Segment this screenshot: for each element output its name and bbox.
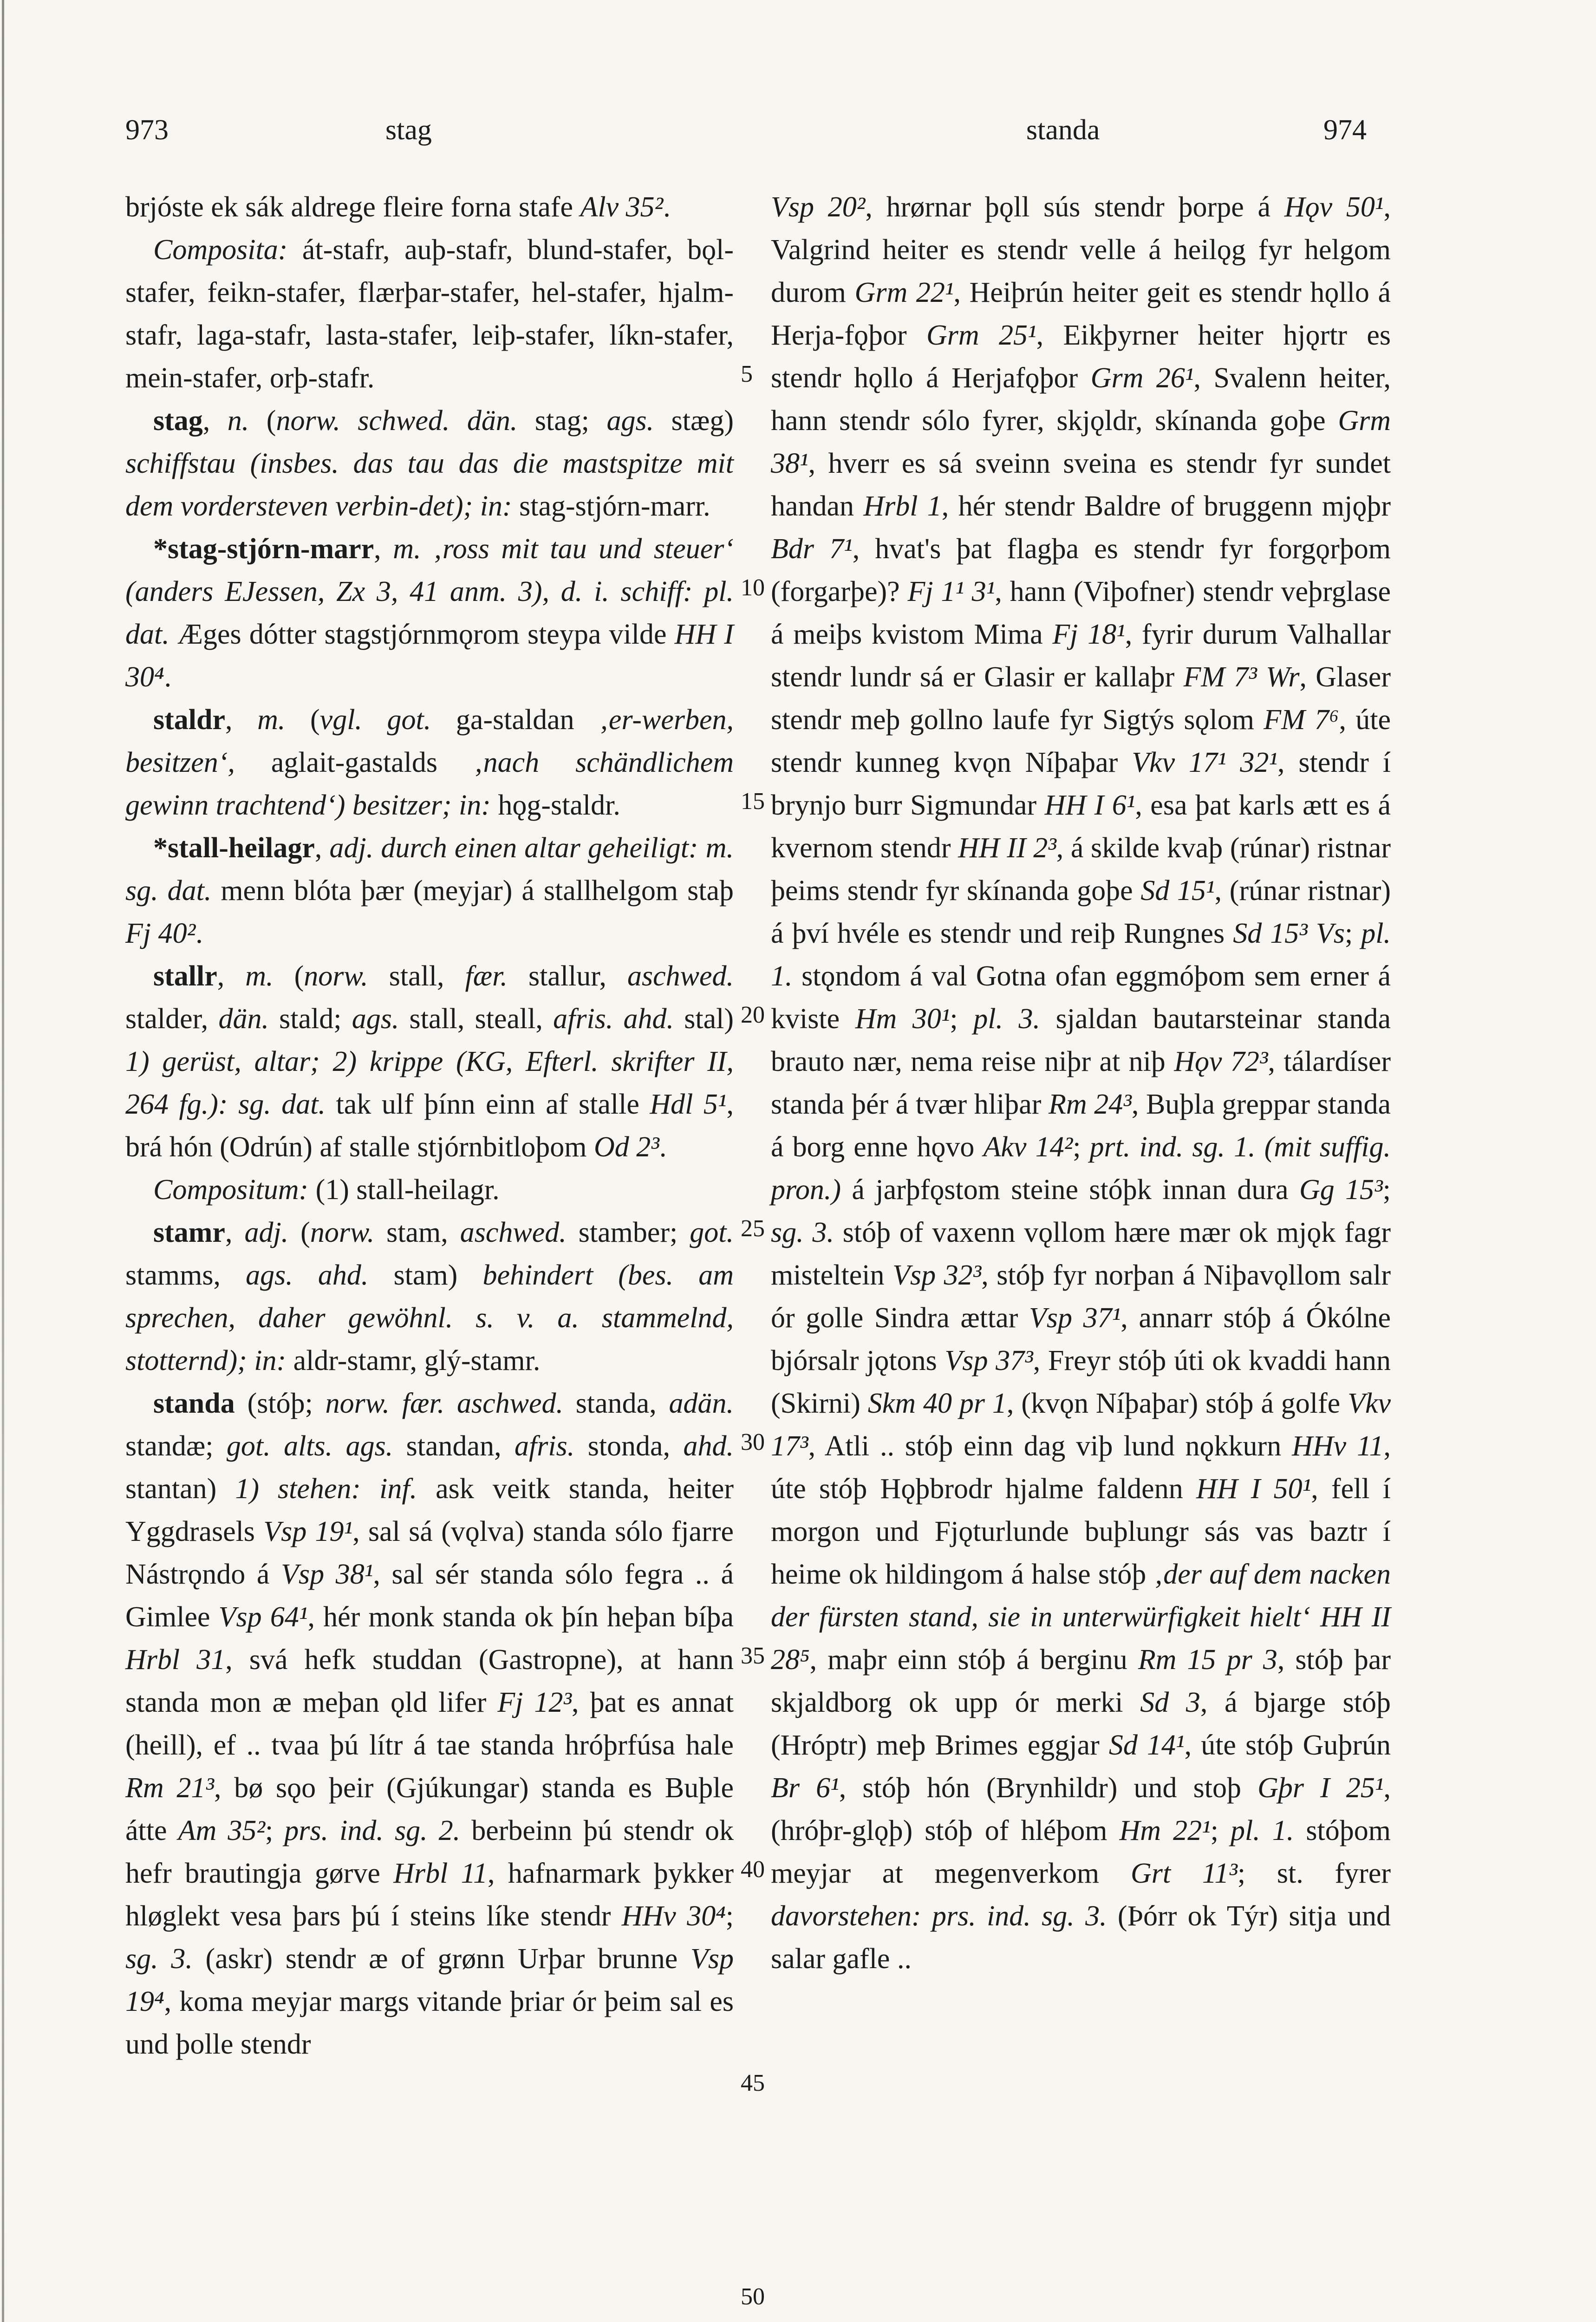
right_column-paragraph: Vsp 20², hrørnar þǫll sús stendr þorpe á Hǫv 50¹, Valgrind heiter es stendr velle á heilǫg fyr helgom durom Grm 22¹, Heiþrún heiter geit es stendr hǫllo á Herja-fǫþor Grm 25¹, Eikþyrner heiter hjǫrtr es stendr hǫllo á Herjafǫþor Grm 26¹, Svalenn heiter, hann stendr sólo fyrer, skjǫldr, skínanda goþe Grm 38¹, hverr es sá sveinn sveina es stendr fyr sundet handan Hrbl 1, hér stendr Baldre of bruggenn mjǫþr Bdr 7¹, hvat's þat flagþa es stendr fyr forgǫrþom (forgarþe)? Fj 1¹ 3¹, hann (Viþofner) stendr veþrglase á meiþs kvistom Mima Fj 18¹, fyrir durum Valhallar stendr lundr sá er Glasir er kallaþr FM 7³ Wr, Glaser stendr meþ gollno laufe fyr Sigtýs sǫlom FM 7⁶, úte stendr kunneg kvǫn Níþaþar Vkv 17¹ 32¹, stendr í brynjo burr Sigmundar HH I 6¹, esa þat karls ætt es á kvernom stendr HH II 2³, á skilde kvaþ (rúnar) ristnar þeims stendr fyr skínanda goþe Sd 15¹, (rúnar ristnar) á því hvéle es stendr und reiþ Rungnes Sd 15³ Vs; pl. 1. stǫndom á val Gotna ofan eggmóþom sem erner á kviste Hm 30¹; pl. 3. sjaldan bautarsteinar standa brauto nær, nema reise niþr at niþ Hǫv 72³, tálardíser standa þér á tvær hliþar Rm 24³, Buþla greppar standa á borg enne hǫvo Akv 14²; prt. ind. sg. 1. (mit suffig. pron.) á jarþfǫstom steine stóþk innan dura Gg 15³; sg. 3. stóþ of vaxenn vǫllom hære mær ok mjǫk fagr misteltein Vsp 32³, stóþ fyr norþan á Niþavǫllom salr ór golle Sindra ættar Vsp 37¹, annarr stóþ á Ókólne bjórsalr jǫtons Vsp 37³, Freyr stóþ úti ok kvaddi hann (Skirni) Skm 40 pr 1, (kvǫn Níþaþar) stóþ á golfe Vkv 17³, Atli .. stóþ einn dag viþ lund nǫkkurn HHv 11, úte stóþ Hǫþbrodr hjalme faldenn HH I 50¹, fell í morgon und Fjǫturlunde buþlungr sás vas baztr í heime ok hildingom á halse stóþ ‚der auf dem nacken der fürsten stand, sie in unterwürfigkeit hielt‘ HH II 28⁵, maþr einn stóþ á berginu Rm 15 pr 3, stóþ þar skjaldborg ok upp ór merki Sd 3, á bjarge stóþ (Hróptr) meþ Brimes eggjar Sd 14¹, úte stóþ Guþrún Br 6¹, stóþ hón (Brynhildr) und stoþ Gþr I 25¹, (hróþr-glǫþ) stóþ of hléþom Hm 22¹; pl. 1. stóþom meyjar at megenverkom Grt 11³; st. fyrer davorstehen: prs. ind. sg. 3. (Þórr ok Týr) sitja und salar gafle .. xyxy=(771,191,1391,1975)
left_column-paragraph: stallr, m. (norw. stall, fær. stallur, aschwed. stalder, dän. stald; ags. stall, steall, afris. ahd. stal) 1) gerüst, altar; 2) krippe (KG, Efterl. skrifter II, 264 fg.): sg. dat. tak ulf þínn einn af stalle Hdl 5¹, brá hón (Odrún) af stalle stjórnbitloþom Od 2³. xyxy=(125,960,734,1163)
line-number: 20 xyxy=(741,1002,765,1028)
page-edge xyxy=(2,0,4,2322)
left_column-paragraph: stag, n. (norw. schwed. dän. stag; ags. stæg) schiffstau (insbes. das tau das die mastspitze mit dem vordersteven verbin-det); in: stag-stjórn-marr. xyxy=(125,405,734,522)
line-number: 40 xyxy=(741,1856,765,1883)
line-number: 15 xyxy=(741,788,765,815)
right-column xyxy=(771,186,1391,1980)
line-number: 35 xyxy=(741,1643,765,1669)
line-number: 50 xyxy=(741,2283,765,2310)
left_column-paragraph: brjóste ek sák aldrege fleire forna stafe Alv 35². xyxy=(125,191,671,223)
line-number: 25 xyxy=(741,1215,765,1242)
left_column-paragraph: *stall-heilagr, adj. durch einen altar geheiligt: m. sg. dat. menn blóta þær (meyjar) á stallhelgom staþ Fj 40². xyxy=(125,832,734,949)
line-number: 10 xyxy=(741,574,765,601)
line-number: 30 xyxy=(741,1429,765,1455)
left_column-paragraph: *stag-stjórn-marr, m. ‚ross mit tau und steuer‘ (anders EJessen, Zx 3, 41 anm. 3), d. i. schiff: pl. dat. Æges dótter stagstjórnmǫrom steypa vilde HH I 30⁴. xyxy=(125,533,734,693)
left_column-paragraph: staldr, m. (vgl. got. ga-staldan ‚er-werben, besitzen‘, aglait-gastalds ‚nach schändlichem gewinn trachtend‘) besitzer; in: hǫg-staldr. xyxy=(125,704,734,821)
left_column-paragraph: Compositum: (1) stall-heilagr. xyxy=(153,1174,500,1206)
line-number: 45 xyxy=(741,2070,765,2096)
page-header xyxy=(0,114,1596,165)
left-catchword: stag xyxy=(385,114,432,146)
left_column-paragraph: stamr, adj. (norw. stam, aschwed. stamber; got. stamms, ags. ahd. stam) behindert (bes. am sprechen, daher gewöhnl. s. v. a. stammelnd, stotternd); in: aldr-stamr, glý-stamr. xyxy=(125,1217,734,1376)
left-page-number: 973 xyxy=(125,114,169,146)
left_column-paragraph: Composita: át-stafr, auþ-stafr, blund-stafer, bǫl-stafer, feikn-stafer, flærþar-stafer, hel-stafer, hjalm-stafr, laga-stafr, lasta-stafer, leiþ-stafer, líkn-stafer, mein-stafer, orþ-stafr. xyxy=(125,234,734,394)
line-number: 5 xyxy=(741,361,753,387)
right-catchword: standa xyxy=(1026,114,1100,146)
left_column-paragraph: standa (stóþ; norw. fær. aschwed. standa, adän. standæ; got. alts. ags. standan, afris. stonda, ahd. stantan) 1) stehen: inf. ask veitk standa, heiter Yggdrasels Vsp 19¹, sal sá (vǫlva) standa sólo fjarre Nástrǫndo á Vsp 38¹, sal sér standa sólo fegra .. á Gimlee Vsp 64¹, hér monk standa ok þín heþan bíþa Hrbl 31, svá hefk studdan (Gastropne), at hann standa mon æ meþan ǫld lifer Fj 12³, þat es annat (heill), ef .. tvaa þú lítr á tae standa hróþrfúsa hale Rm 21³, bø sǫo þeir (Gjúkungar) standa es Buþle átte Am 35²; prs. ind. sg. 2. berbeinn þú stendr ok hefr brautingja gørve Hrbl 11, hafnarmark þykker hløglekt vesa þars þú í steins líke stendr HHv 30⁴; sg. 3. (askr) stendr æ of grønn Urþar brunne Vsp 19⁴, koma meyjar margs vitande þriar ór þeim sal es und þolle stendr xyxy=(125,1388,734,2060)
right-page-number: 974 xyxy=(1323,114,1367,146)
left-column xyxy=(125,186,734,2066)
